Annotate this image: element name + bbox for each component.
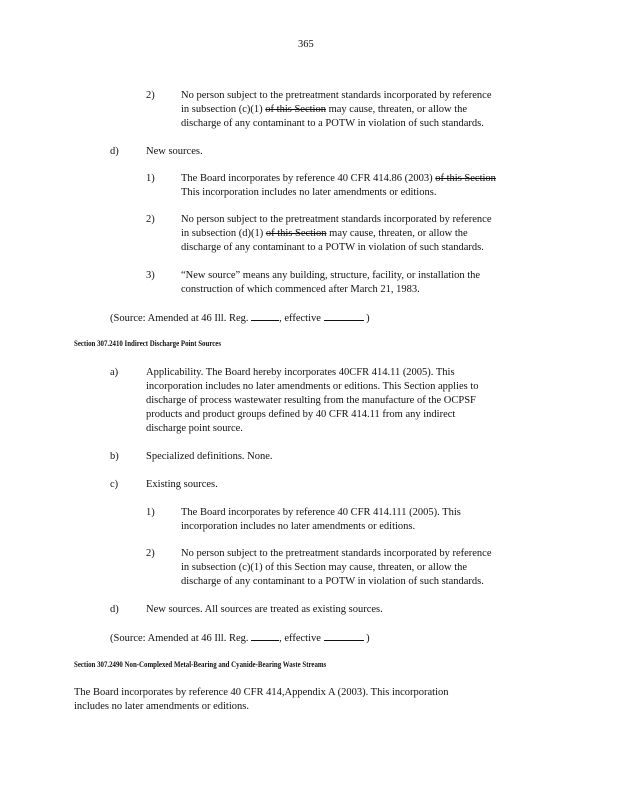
- item-number: a): [110, 367, 119, 378]
- paragraph-line: products and product groups defined by 40 CFR 414.11 from any indirect: [146, 409, 456, 420]
- text-run: in subsection (d)(1): [181, 228, 266, 239]
- paragraph-line: discharge point source.: [146, 423, 243, 434]
- text-run: ): [366, 313, 370, 324]
- paragraph-line: incorporation includes no later amendments or editions. This Section applies to: [146, 381, 479, 392]
- text-run: (Source: Amended at 46 Ill. Reg.: [110, 633, 249, 644]
- item-number: 2): [146, 90, 155, 101]
- paragraph-line: discharge of process wastewater resulting from the manufacture of the OCPSF: [146, 395, 476, 406]
- item-number: b): [110, 451, 119, 462]
- text-run: ): [366, 633, 370, 644]
- page-number: 365: [298, 39, 314, 50]
- paragraph-line: The Board incorporates by reference 40 CFR 414.111 (2005). This: [181, 507, 461, 518]
- item-number: 1): [146, 173, 155, 184]
- subsection-title: New sources.: [146, 146, 203, 157]
- paragraph-line: No person subject to the pretreatment standards incorporated by reference: [181, 214, 492, 225]
- paragraph-line: No person subject to the pretreatment standards incorporated by reference: [181, 548, 492, 559]
- paragraph-line: discharge of any contaminant to a POTW in violation of such standards.: [181, 118, 484, 129]
- paragraph-line: [181, 103, 467, 117]
- paragraph-line: includes no later amendments or editions.: [74, 701, 249, 712]
- section-heading: Section 307.2490 Non-Complexed Metal-Bearing and Cyanide-Bearing Waste Streams: [74, 660, 327, 669]
- paragraph-line: Specialized definitions. None.: [146, 451, 273, 462]
- item-number: 2): [146, 214, 155, 225]
- paragraph-line: No person subject to the pretreatment standards incorporated by reference: [181, 90, 492, 101]
- item-number: 3): [146, 270, 155, 281]
- text-run: in subsection (c)(1): [181, 104, 266, 115]
- source-note: [110, 631, 370, 646]
- text-run: The Board incorporates by reference 40 CFR 414.86 (2003): [181, 173, 436, 184]
- paragraph-line: The Board incorporates by reference 40 CFR 414,Appendix A (2003). This incorporation: [74, 687, 449, 698]
- section-heading: Section 307.2410 Indirect Discharge Point Sources: [74, 339, 222, 348]
- paragraph-line: This incorporation includes no later amendments or editions.: [181, 187, 437, 198]
- text-run: may cause, threaten, or allow the: [326, 228, 468, 239]
- struck-text: of this Section: [435, 173, 496, 184]
- blank-line: [324, 311, 364, 321]
- blank-line: [251, 631, 279, 641]
- paragraph-line: discharge of any contaminant to a POTW in violation of such standards.: [181, 576, 484, 587]
- item-number: d): [110, 146, 119, 157]
- paragraph-line: [181, 227, 468, 241]
- paragraph-line: construction of which commenced after March 21, 1983.: [181, 284, 420, 295]
- paragraph-line: in subsection (c)(1) of this Section may cause, threaten, or allow the: [181, 562, 468, 573]
- paragraph-line: discharge of any contaminant to a POTW in violation of such standards.: [181, 242, 484, 253]
- paragraph-line: incorporation includes no later amendments or editions.: [181, 521, 416, 532]
- item-number: 1): [146, 507, 155, 518]
- subsection-title: Existing sources.: [146, 479, 218, 490]
- text-run: (Source: Amended at 46 Ill. Reg.: [110, 313, 249, 324]
- paragraph-line: “New source” means any building, structure, facility, or installation the: [181, 270, 481, 281]
- item-number: d): [110, 604, 119, 615]
- item-number: c): [110, 479, 119, 490]
- paragraph-line: New sources. All sources are treated as existing sources.: [146, 604, 383, 615]
- source-note: [110, 311, 370, 326]
- item-number: 2): [146, 548, 155, 559]
- text-run: , effective: [279, 313, 321, 324]
- paragraph-line: [181, 172, 496, 186]
- struck-text: of this Section: [265, 104, 326, 115]
- blank-line: [251, 311, 279, 321]
- text-run: may cause, threaten, or allow the: [325, 104, 468, 115]
- struck-text: of this Section: [265, 228, 327, 239]
- blank-line: [324, 631, 364, 641]
- paragraph-line: Applicability. The Board hereby incorporates 40CFR 414.11 (2005). This: [146, 367, 455, 378]
- text-run: , effective: [279, 633, 321, 644]
